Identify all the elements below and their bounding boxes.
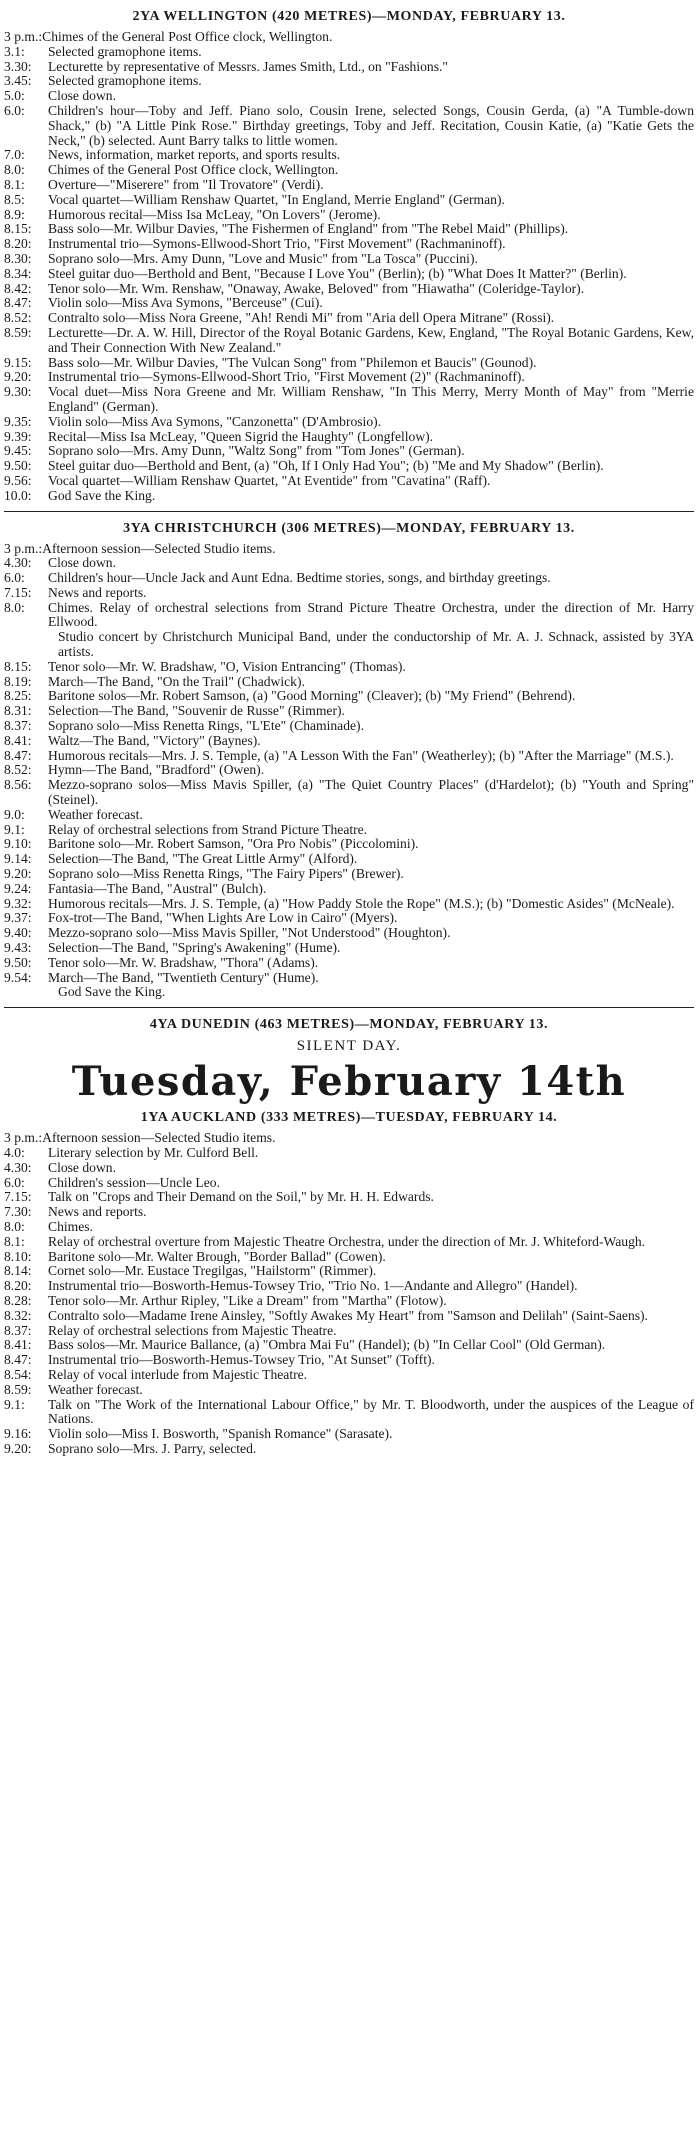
programme-entry — [4, 74, 694, 89]
entry-time: 8.30: — [4, 250, 32, 266]
programme-entry — [4, 1398, 694, 1428]
programme-entry — [4, 1235, 694, 1250]
programme-entry — [4, 1176, 694, 1191]
programme-entry — [4, 1294, 694, 1309]
entry-time: 9.20: — [4, 369, 32, 385]
programme-entry — [4, 660, 694, 675]
programme-entry — [4, 459, 694, 474]
programme-entry — [4, 104, 694, 148]
entry-description: Soprano solo—Miss Renetta Rings, "L'Ete" (Chaminade). — [48, 718, 364, 734]
entry-time: 9.43: — [4, 940, 32, 956]
entry-description: God Save the King. — [48, 487, 156, 503]
entry-description: Chimes. — [48, 1218, 93, 1234]
programme-list — [4, 542, 694, 1001]
entry-description: Violin solo—Miss Ava Symons, "Canzonetta" (D'Ambrosio). — [48, 413, 382, 429]
entry-time: 8.25: — [4, 688, 32, 704]
programme-column — [4, 8, 694, 1457]
programme-entry — [4, 734, 694, 749]
entry-description: Steel guitar duo—Berthold and Bent, (a) "Oh, If I Only Had You"; (b) "Me and My Shadow" (Berlin). — [48, 458, 604, 474]
monday-sections — [4, 8, 694, 1000]
programme-entry — [4, 571, 694, 586]
entry-description: Mezzo-soprano solo—Miss Mavis Spiller, "Not Understood" (Houghton). — [48, 925, 451, 941]
entry-description: Talk on "Crops and Their Demand on the Soil," by Mr. H. H. Edwards. — [48, 1189, 434, 1205]
entry-description: Overture—"Miserere" from "Il Trovatore" (Verdi). — [48, 176, 324, 192]
programme-entry — [4, 778, 694, 808]
entry-time: 7.0: — [4, 147, 25, 163]
entry-time: 9.56: — [4, 472, 32, 488]
entry-description: Vocal duet—Miss Nora Greene and Mr. William Renshaw, "In This Merry, Merry Month of May" from "Merrie England" (German). — [48, 384, 694, 414]
entry-description: Tenor solo—Mr. W. Bradshaw, "O, Vision Entrancing" (Thomas). — [48, 658, 406, 674]
entry-description: Fox-trot—The Band, "When Lights Are Low in Cairo" (Myers). — [48, 910, 398, 926]
entry-description: Violin solo—Miss Ava Symons, "Berceuse" (Cui). — [48, 295, 323, 311]
programme-entry — [4, 837, 694, 852]
entry-description: Literary selection by Mr. Culford Bell. — [48, 1145, 259, 1160]
entry-description: Relay of orchestral selections from Majestic Theatre. — [48, 1322, 337, 1338]
entry-description: Bass solo—Mr. Wilbur Davies, "The Vulcan Song" from "Philemon et Baucis" (Gounod). — [48, 354, 537, 370]
programme-entry — [4, 630, 694, 660]
programme-entry — [4, 60, 694, 75]
programme-entry — [4, 415, 694, 430]
entry-description: Lecturette by representative of Messrs. James Smith, Ltd., on "Fashions." — [48, 58, 448, 74]
entry-time: 8.47: — [4, 1352, 32, 1368]
entry-description: Afternoon session—Selected Studio items. — [42, 540, 276, 556]
entry-description: Talk on "The Work of the International Labour Office," by Mr. T. Bloodworth, under the auspices of the League of Nations. — [48, 1396, 694, 1427]
entry-time: 9.30: — [4, 384, 32, 400]
programme-entry — [4, 45, 694, 60]
programme-entry — [4, 601, 694, 631]
programme-entry — [4, 1353, 694, 1368]
entry-description: Selection—The Band, "The Great Little Army" (Alford). — [48, 851, 358, 867]
entry-time: 3 p.m.: — [4, 29, 43, 44]
entry-time: 8.42: — [4, 280, 32, 296]
entry-time: 9.1: — [4, 821, 25, 837]
station-heading: 3YA CHRISTCHURCH (306 METRES)—MONDAY, FEBRUARY 13. — [123, 520, 575, 536]
entry-description: Contralto solo—Miss Nora Greene, "Ah! Rendi Mi" from "Aria dell Opera Mitrane" (Rossi). — [48, 310, 555, 326]
entry-time: 9.39: — [4, 428, 32, 444]
programme-entry — [4, 882, 694, 897]
programme-entry — [4, 267, 694, 282]
entry-time: 3.45: — [4, 73, 32, 89]
entry-description: Vocal quartet—William Renshaw Quartet, "In England, Merrie England" (German). — [48, 191, 505, 207]
entry-description: Humorous recitals—Mrs. J. S. Temple, (a) "How Paddy Stole the Rope" (M.S.); (b) "Domestic Asides" (McNeale). — [48, 895, 675, 911]
programme-entry — [4, 282, 694, 297]
entry-description: Soprano solo—Miss Renetta Rings, "The Fairy Pipers" (Brewer). — [48, 866, 404, 882]
entry-time: 9.50: — [4, 458, 32, 474]
entry-time: 8.54: — [4, 1366, 32, 1382]
entry-description: Chimes of the General Post Office clock, Wellington. — [42, 29, 333, 44]
programme-entry — [4, 1146, 694, 1161]
entry-time: 9.50: — [4, 954, 32, 970]
entry-time: 8.0: — [4, 1218, 25, 1234]
programme-entry — [4, 675, 694, 690]
programme-entry — [4, 823, 694, 838]
programme-entry — [4, 897, 694, 912]
programme-entry — [4, 385, 694, 415]
entry-description: Selection—The Band, "Spring's Awakening" (Hume). — [48, 940, 341, 956]
entry-time: 4.30: — [4, 1159, 32, 1175]
entry-time: 7.30: — [4, 1204, 32, 1220]
entry-time: 8.59: — [4, 1381, 32, 1397]
entry-time: 8.31: — [4, 703, 32, 719]
programme-entry — [4, 1427, 694, 1442]
entry-description: Selected gramophone items. — [48, 43, 202, 59]
entry-time: 7.15: — [4, 1189, 32, 1205]
entry-time: 8.14: — [4, 1263, 32, 1279]
entry-time: 5.0: — [4, 88, 25, 104]
entry-time: 8.9: — [4, 206, 25, 222]
programme-entry — [4, 178, 694, 193]
entry-description: Humorous recitals—Mrs. J. S. Temple, (a) "A Lesson With the Fan" (Weatherley); (b) "After the Marriage" (M.S.). — [48, 747, 674, 763]
programme-entry — [4, 719, 694, 734]
entry-time: 9.35: — [4, 413, 32, 429]
entry-description: Soprano solo—Mrs. Amy Dunn, "Waltz Song" from "Tom Jones" (German). — [48, 443, 465, 459]
entry-time: 9.0: — [4, 806, 25, 822]
entry-time: 9.14: — [4, 851, 32, 867]
entry-time: 8.0: — [4, 162, 25, 178]
programme-entry — [4, 30, 694, 45]
programme-entry — [4, 704, 694, 719]
entry-time: 8.59: — [4, 324, 32, 340]
entry-time: 8.37: — [4, 718, 32, 734]
auckland-programme-list — [4, 1131, 694, 1457]
entry-description: Selection—The Band, "Souvenir de Russe" (Rimmer). — [48, 703, 345, 719]
programme-entry — [4, 474, 694, 489]
entry-description: Instrumental trio—Symons-Ellwood-Short Trio, "First Movement (2)" (Rachmaninoff). — [48, 369, 525, 385]
entry-description: Instrumental trio—Bosworth-Hemus-Towsey Trio, "Trio No. 1—Andante and Allegro" (Handel). — [48, 1278, 578, 1294]
entry-time: 3 p.m.: — [4, 1130, 43, 1146]
programme-entry — [4, 556, 694, 571]
programme-entry — [4, 1309, 694, 1324]
programme-list — [4, 30, 694, 504]
station-heading-auckland: 1YA AUCKLAND (333 METRES)—TUESDAY, FEBRUARY 14. — [140, 1110, 558, 1126]
entry-time: 6.0: — [4, 1174, 25, 1190]
entry-description: Bass solo—Mr. Wilbur Davies, "The Fishermen of England" from "The Rebel Maid" (Phillips). — [48, 221, 569, 237]
programme-entry — [4, 941, 694, 956]
programme-entry — [4, 926, 694, 941]
entry-description: Children's session—Uncle Leo. — [48, 1174, 220, 1190]
entry-time: 7.15: — [4, 584, 32, 600]
entry-time: 3.30: — [4, 58, 32, 74]
programme-entry — [4, 1131, 694, 1146]
entry-description: Weather forecast. — [48, 806, 143, 822]
programme-entry — [4, 148, 694, 163]
entry-time: 6.0: — [4, 570, 25, 586]
station-heading: 2YA WELLINGTON (420 METRES)—MONDAY, FEBRUARY 13. — [132, 9, 566, 24]
entry-time: 10.0: — [4, 487, 32, 503]
entry-time — [4, 985, 48, 1000]
entry-description: Soprano solo—Mrs. J. Parry, selected. — [48, 1440, 257, 1456]
entry-description: Weather forecast. — [48, 1381, 143, 1397]
entry-description: Bass solos—Mr. Maurice Ballance, (a) "Ombra Mai Fu" (Handel); (b) "In Cellar Cool" (Old German). — [48, 1337, 606, 1353]
programme-entry — [4, 430, 694, 445]
entry-description: Selected gramophone items. — [48, 73, 202, 89]
entry-time: 8.52: — [4, 762, 32, 778]
entry-description: Instrumental trio—Symons-Ellwood-Short Trio, "First Movement" (Rachmaninoff). — [48, 236, 506, 252]
entry-description: News and reports. — [48, 1204, 147, 1220]
entry-time: 8.1: — [4, 176, 25, 192]
programme-entry — [4, 1190, 694, 1205]
station-heading-dunedin: 4YA DUNEDIN (463 METRES)—MONDAY, FEBRUARY 13. — [149, 1017, 549, 1033]
entry-description: Waltz—The Band, "Victory" (Baynes). — [48, 732, 261, 748]
entry-time: 8.56: — [4, 777, 32, 793]
entry-description: Tenor solo—Mr. Arthur Ripley, "Like a Dream" from "Martha" (Flotow). — [48, 1292, 447, 1308]
programme-entry — [4, 356, 694, 371]
programme-entry — [4, 1383, 694, 1398]
entry-description: Violin solo—Miss I. Bosworth, "Spanish Romance" (Sarasate). — [48, 1426, 393, 1442]
entry-time: 8.1: — [4, 1233, 25, 1249]
programme-entry — [4, 163, 694, 178]
entry-description: Children's hour—Uncle Jack and Aunt Edna. Bedtime stories, songs, and birthday greetings. — [48, 570, 551, 586]
entry-time: 8.5: — [4, 191, 25, 207]
entry-description: March—The Band, "Twentieth Century" (Hume). — [48, 969, 319, 985]
programme-entry — [4, 867, 694, 882]
entry-time: 9.15: — [4, 354, 32, 370]
entry-time — [4, 630, 48, 660]
entry-description: Children's hour—Toby and Jeff. Piano solo, Cousin Irene, selected Songs, Cousin Gerda, (a) "A Tumble-down Shack," (b) "A Little Pink Rose." Birthday greetings, Toby and Jeff. Recitation, Cousin Katie, (a) "Katie Gets the Neck," (b) selected. Aunt Barry talks to little women. — [48, 102, 694, 148]
entry-time: 8.47: — [4, 747, 32, 763]
entry-description: Relay of orchestral selections from Strand Picture Theatre. — [48, 821, 368, 837]
entry-time: 8.47: — [4, 295, 32, 311]
section-divider — [4, 1007, 694, 1008]
entry-description: Hymn—The Band, "Bradford" (Owen). — [48, 762, 265, 778]
entry-time: 4.0: — [4, 1145, 25, 1160]
entry-description: Steel guitar duo—Berthold and Bent, "Because I Love You" (Berlin); (b) "What Does It Matter?" (Berlin). — [48, 265, 627, 281]
entry-description: Relay of vocal interlude from Majestic Theatre. — [48, 1366, 308, 1382]
programme-entry — [4, 193, 694, 208]
entry-time: 8.10: — [4, 1248, 32, 1264]
entry-description: Relay of orchestral overture from Majestic Theatre Orchestra, under the direction of Mr. J. Whiteford-Waugh. — [48, 1233, 646, 1249]
entry-description: Chimes of the General Post Office clock, Wellington. — [48, 162, 339, 178]
section-divider — [4, 511, 694, 512]
programme-entry — [4, 1161, 694, 1176]
programme-entry — [4, 296, 694, 311]
entry-description: Close down. — [48, 1159, 116, 1175]
entry-time: 8.15: — [4, 658, 32, 674]
entry-time: 8.32: — [4, 1307, 32, 1323]
entry-description: Lecturette—Dr. A. W. Hill, Director of the Royal Botanic Gardens, Kew, England, "The Royal Botanic Gardens, Kew, and Their Connection With New Zealand." — [48, 324, 694, 355]
programme-entry — [4, 1205, 694, 1220]
entry-description: Humorous recital—Miss Isa McLeay, "On Lovers" (Jerome). — [48, 206, 381, 222]
entry-time: 8.19: — [4, 673, 32, 689]
programme-entry — [4, 222, 694, 237]
programme-entry — [4, 749, 694, 764]
entry-time: 8.20: — [4, 236, 32, 252]
entry-time: 9.16: — [4, 1426, 32, 1442]
programme-entry — [4, 542, 694, 557]
entry-description: Close down. — [48, 88, 116, 104]
entry-description: Baritone solo—Mr. Robert Samson, "Ora Pro Nobis" (Piccolomini). — [48, 836, 419, 852]
entry-time: 9.45: — [4, 443, 32, 459]
entry-time: 8.41: — [4, 1337, 32, 1353]
programme-entry — [4, 808, 694, 823]
entry-description: Chimes. Relay of orchestral selections from Strand Picture Theatre Orchestra, under the direction of Mr. Harry Ellwood. — [48, 599, 694, 630]
entry-time: 9.40: — [4, 925, 32, 941]
programme-entry — [4, 971, 694, 986]
entry-time: 3 p.m.: — [4, 540, 43, 556]
programme-entry — [4, 370, 694, 385]
entry-time: 9.1: — [4, 1396, 25, 1412]
entry-description: Fantasia—The Band, "Austral" (Bulch). — [48, 880, 267, 896]
entry-time: 6.0: — [4, 102, 25, 118]
programme-entry — [4, 252, 694, 267]
entry-description: March—The Band, "On the Trail" (Chadwick). — [48, 673, 305, 689]
entry-time: 9.37: — [4, 910, 32, 926]
programme-entry — [4, 1338, 694, 1353]
programme-entry — [4, 852, 694, 867]
entry-description: Contralto solo—Madame Irene Ainsley, "Softly Awakes My Heart" from "Samson and Delilah" (Saint-Saens). — [48, 1307, 648, 1323]
entry-description: Afternoon session—Selected Studio items. — [42, 1130, 276, 1146]
entry-time: 9.54: — [4, 969, 32, 985]
programme-entry — [4, 911, 694, 926]
entry-time: 3.1: — [4, 43, 25, 59]
entry-description: Vocal quartet—William Renshaw Quartet, "At Eventide" from "Cavatina" (Raff). — [48, 472, 491, 488]
entry-description: Instrumental trio—Bosworth-Hemus-Towsey Trio, "At Sunset" (Tofft). — [48, 1352, 435, 1368]
programme-entry — [4, 1368, 694, 1383]
entry-description: Tenor solo—Mr. W. Bradshaw, "Thora" (Adams). — [48, 954, 319, 970]
entry-time: 9.20: — [4, 866, 32, 882]
programme-entry — [4, 586, 694, 601]
entry-description: Mezzo-soprano solos—Miss Mavis Spiller, (a) "The Quiet Country Places" (d'Hardelot); (b) "Youth and Spring" (Steinel). — [48, 777, 694, 808]
entry-time: 8.52: — [4, 310, 32, 326]
entry-time: 8.20: — [4, 1278, 32, 1294]
entry-description: God Save the King. — [58, 984, 166, 1000]
programme-entry — [4, 1264, 694, 1279]
entry-description: Close down. — [48, 555, 116, 571]
programme-entry — [4, 763, 694, 778]
silent-day-note: SILENT DAY. — [296, 1038, 402, 1055]
programme-entry — [4, 1220, 694, 1235]
entry-description: Tenor solo—Mr. Wm. Renshaw, "Onaway, Awake, Beloved" from "Hiawatha" (Coleridge-Taylor). — [48, 280, 585, 296]
entry-description: Studio concert by Christchurch Municipal Band, under the conductorship of Mr. A. J. Schnack, assisted by 3YA artists. — [58, 629, 694, 660]
entry-description: Recital—Miss Isa McLeay, "Queen Sigrid the Haughty" (Longfellow). — [48, 428, 434, 444]
entry-time: 9.20: — [4, 1440, 32, 1456]
programme-entry — [4, 1250, 694, 1265]
programme-entry — [4, 1279, 694, 1294]
entry-description: News, information, market reports, and sports results. — [48, 147, 341, 163]
entry-time: 9.32: — [4, 895, 32, 911]
day-title: Tuesday, February 14th — [71, 1058, 627, 1106]
entry-description: Baritone solo—Mr. Walter Brough, "Border Ballad" (Cowen). — [48, 1248, 386, 1264]
entry-time: 9.10: — [4, 836, 32, 852]
entry-time: 8.34: — [4, 265, 32, 281]
entry-description: Baritone solos—Mr. Robert Samson, (a) "Good Morning" (Cleaver); (b) "My Friend" (Behrend). — [48, 688, 576, 704]
programme-entry — [4, 985, 694, 1000]
programme-entry — [4, 689, 694, 704]
programme-entry — [4, 1442, 694, 1457]
entry-description: News and reports. — [48, 584, 147, 600]
programme-entry — [4, 956, 694, 971]
entry-description: Cornet solo—Mr. Eustace Tregilgas, "Hailstorm" (Rimmer). — [48, 1263, 377, 1279]
entry-time: 8.15: — [4, 221, 32, 237]
entry-time: 4.30: — [4, 555, 32, 571]
entry-time: 8.41: — [4, 732, 32, 748]
programme-entry — [4, 208, 694, 223]
programme-entry — [4, 489, 694, 504]
programme-entry — [4, 444, 694, 459]
entry-time: 8.0: — [4, 599, 25, 615]
entry-time: 9.24: — [4, 880, 32, 896]
programme-entry — [4, 237, 694, 252]
entry-description: Soprano solo—Mrs. Amy Dunn, "Love and Music" from "La Tosca" (Puccini). — [48, 250, 478, 266]
programme-entry — [4, 89, 694, 104]
programme-entry — [4, 311, 694, 326]
entry-time: 8.37: — [4, 1322, 32, 1338]
entry-time: 8.28: — [4, 1292, 32, 1308]
programme-entry — [4, 326, 694, 356]
programme-entry — [4, 1324, 694, 1339]
